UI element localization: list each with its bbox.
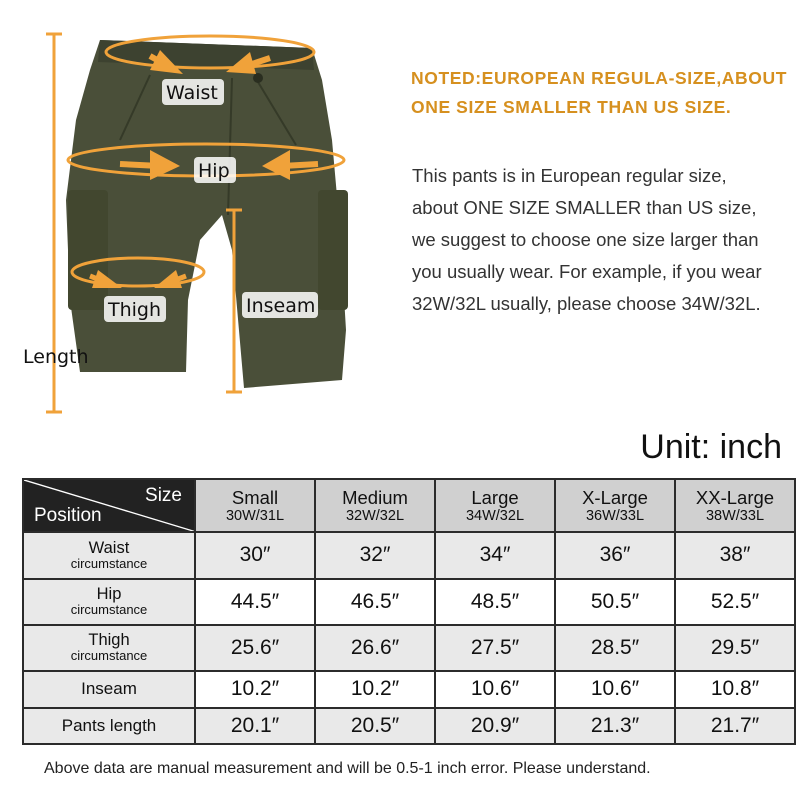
size-column-header — [195, 479, 315, 532]
sizing-note-body: This pants is in European regular size, about ONE SIZE SMALLER than US size, we suggest to choose one size larger than you usually wear. For example, if you wear 32W/32L usually, please choose 34W/32L. — [412, 165, 762, 314]
corner-position-label: Position — [34, 505, 102, 527]
size-column-header — [435, 479, 555, 532]
size-dimensions: 30W/31L — [225, 507, 285, 524]
table-cell: 10.2″ — [315, 671, 435, 707]
thigh-label: Thigh — [108, 299, 162, 321]
size-column-header — [315, 479, 435, 532]
table-corner-header — [23, 479, 195, 532]
row-label-sub: circumstance — [70, 602, 148, 618]
table-cell: 10.6″ — [555, 671, 675, 707]
corner-size-label: Size — [145, 485, 182, 506]
size-header-row — [23, 479, 795, 532]
size-name: X-Large — [582, 486, 648, 508]
waist-label: Waist — [166, 82, 218, 104]
size-dimensions: 38W/33L — [705, 507, 765, 524]
size-column-header — [675, 479, 795, 532]
row-label — [23, 532, 195, 578]
sizing-note-title: NOTED:EUROPEAN REGULA-SIZE,ABOUT ONE SIZE SMALLER THAN US SIZE. — [411, 68, 788, 117]
row-label — [23, 625, 195, 671]
row-label-main: Thigh — [88, 631, 130, 650]
table-cell: 20.9″ — [435, 708, 555, 744]
table-cell: 10.8″ — [675, 671, 795, 707]
row-label — [23, 708, 195, 744]
table-row-hip — [23, 579, 795, 625]
table-cell: 34″ — [435, 532, 555, 578]
table-cell: 48.5″ — [435, 579, 555, 625]
row-label-main: Waist — [88, 538, 130, 557]
size-dimensions: 32W/32L — [345, 507, 405, 524]
table-cell: 32″ — [315, 532, 435, 578]
length-label: Length — [23, 346, 89, 368]
table-row-inseam — [23, 671, 795, 707]
hip-label: Hip — [198, 160, 230, 182]
table-cell: 21.7″ — [675, 708, 795, 744]
size-name: Large — [471, 486, 519, 508]
size-name: XX-Large — [695, 486, 775, 508]
row-label-sub: circumstance — [70, 648, 148, 664]
table-cell: 10.6″ — [435, 671, 555, 707]
table-cell: 20.5″ — [315, 708, 435, 744]
size-chart-table — [22, 478, 796, 745]
size-dimensions: 36W/33L — [585, 507, 645, 524]
table-cell: 38″ — [675, 532, 795, 578]
row-label-main: Hip — [96, 585, 122, 604]
size-name: Medium — [342, 486, 408, 508]
row-label — [23, 579, 195, 625]
row-label-main: Inseam — [81, 679, 137, 699]
table-cell: 28.5″ — [555, 625, 675, 671]
table-cell: 25.6″ — [195, 625, 315, 671]
shorts-measurement-figure — [0, 0, 400, 430]
inseam-label: Inseam — [246, 295, 316, 317]
table-row-waist — [23, 532, 795, 578]
table-cell: 30″ — [195, 532, 315, 578]
size-column-header — [555, 479, 675, 532]
table-cell: 20.1″ — [195, 708, 315, 744]
table-cell: 52.5″ — [675, 579, 795, 625]
row-label-main: Pants length — [61, 715, 157, 735]
measurement-footnote: Above data are manual measurement and will be 0.5-1 inch error. Please understand. — [44, 760, 651, 777]
row-label-sub: circumstance — [70, 555, 148, 571]
table-cell: 36″ — [555, 532, 675, 578]
table-row-pants-length — [23, 708, 795, 744]
table-cell: 29.5″ — [675, 625, 795, 671]
size-dimensions: 34W/32L — [465, 507, 525, 524]
table-cell: 46.5″ — [315, 579, 435, 625]
table-cell: 26.6″ — [315, 625, 435, 671]
size-name: Small — [231, 486, 279, 508]
row-label — [23, 671, 195, 707]
table-cell: 27.5″ — [435, 625, 555, 671]
table-cell: 21.3″ — [555, 708, 675, 744]
table-cell: 10.2″ — [195, 671, 315, 707]
table-cell: 44.5″ — [195, 579, 315, 625]
unit-label: Unit: inch — [640, 428, 782, 466]
table-cell: 50.5″ — [555, 579, 675, 625]
table-row-thigh — [23, 625, 795, 671]
